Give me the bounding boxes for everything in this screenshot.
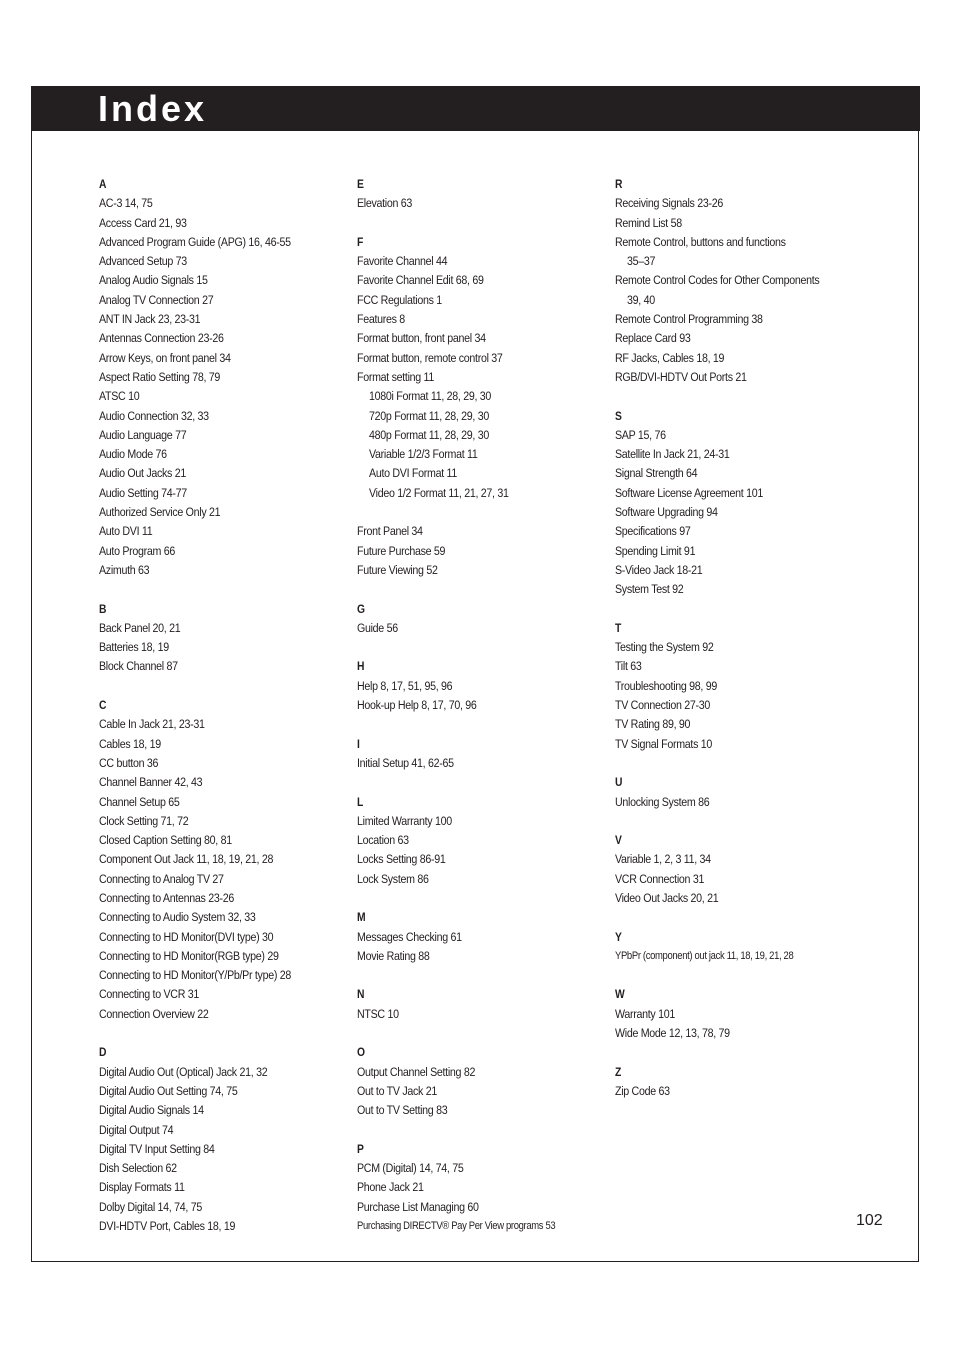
- index-section-r: [615, 175, 830, 387]
- index-entry: Aspect Ratio Setting 78, 79: [99, 369, 221, 384]
- index-entry: Features 8: [357, 312, 405, 327]
- section-letter: L: [357, 794, 364, 809]
- index-section-t: [615, 619, 830, 754]
- index-entry: Auto Program 66: [99, 543, 176, 558]
- index-entry: Favorite Channel Edit 68, 69: [357, 273, 484, 288]
- spacer: [357, 503, 572, 522]
- index-entry: Front Panel 34: [357, 524, 423, 539]
- index-entry: TV Connection 27-30: [615, 698, 710, 713]
- index-entry: Digital Output 74: [99, 1122, 174, 1137]
- index-entry: Closed Caption Setting 80, 81: [99, 833, 232, 848]
- index-entry: Auto DVI 11: [99, 524, 153, 539]
- index-entry: Digital Audio Out (Optical) Jack 21, 32: [99, 1064, 268, 1079]
- index-column-2: [357, 175, 572, 1256]
- index-entry: Out to TV Jack 21: [357, 1083, 437, 1098]
- index-entry: Unlocking System 86: [615, 794, 710, 809]
- index-entry: Digital TV Input Setting 84: [99, 1141, 215, 1156]
- index-section-n: [357, 985, 572, 1024]
- index-entry: Software License Agreement 101: [615, 485, 763, 500]
- index-entry: Connecting to VCR 31: [99, 987, 200, 1002]
- section-letter: M: [357, 910, 366, 925]
- index-entry: Cable In Jack 21, 23-31: [99, 717, 205, 732]
- index-entry: Locks Setting 86-91: [357, 852, 446, 867]
- index-entry: Block Channel 87: [99, 659, 178, 674]
- index-entry: Auto DVI Format 11: [369, 466, 458, 481]
- index-entry: Audio Setting 74-77: [99, 485, 187, 500]
- section-letter: Y: [615, 929, 622, 944]
- section-letter: N: [357, 987, 365, 1002]
- index-entry: Remote Control, buttons and functions: [615, 234, 786, 249]
- index-entry: Connecting to Antennas 23-26: [99, 890, 234, 905]
- index-entry: Access Card 21, 93: [99, 215, 187, 230]
- index-entry: Digital Audio Signals 14: [99, 1103, 204, 1118]
- index-entry: Warranty 101: [615, 1006, 675, 1021]
- index-entry: AC-3 14, 75: [99, 196, 153, 211]
- index-entry: Advanced Program Guide (APG) 16, 46-55: [99, 234, 291, 249]
- index-section-e: [357, 175, 572, 214]
- index-entry: Guide 56: [357, 620, 398, 635]
- index-section-d: [99, 1043, 314, 1236]
- index-entry: Signal Strength 64: [615, 466, 698, 481]
- index-entry: Channel Banner 42, 43: [99, 775, 203, 790]
- index-section-l: [357, 793, 572, 889]
- index-entry: Arrow Keys, on front panel 34: [99, 350, 231, 365]
- index-entry: Analog Audio Signals 15: [99, 273, 208, 288]
- index-entry: Messages Checking 61: [357, 929, 462, 944]
- section-letter: I: [357, 736, 360, 751]
- index-entry: Location 63: [357, 833, 409, 848]
- index-entry: Dolby Digital 14, 74, 75: [99, 1199, 202, 1214]
- section-letter: P: [357, 1141, 364, 1156]
- index-entry: PCM (Digital) 14, 74, 75: [357, 1161, 464, 1176]
- index-section-b: [99, 600, 314, 677]
- section-letter: E: [357, 177, 364, 191]
- section-letter: A: [99, 177, 107, 191]
- index-entry: Receiving Signals 23-26: [615, 196, 723, 211]
- index-entry: RGB/DVI-HDTV Out Ports 21: [615, 369, 747, 384]
- index-entry: Satellite In Jack 21, 24-31: [615, 447, 730, 462]
- index-entry: Limited Warranty 100: [357, 813, 452, 828]
- section-letter: W: [615, 987, 625, 1002]
- index-entry: Audio Mode 76: [99, 447, 167, 462]
- index-entry: Elevation 63: [357, 196, 413, 211]
- index-entry: Troubleshooting 98, 99: [615, 678, 717, 693]
- index-entry: Hook-up Help 8, 17, 70, 96: [357, 698, 477, 713]
- section-letter: F: [357, 234, 364, 249]
- section-letter: T: [615, 620, 622, 635]
- index-column-1: [99, 175, 314, 1256]
- section-letter: O: [357, 1045, 365, 1060]
- index-entry: Antennas Connection 23-26: [99, 331, 224, 346]
- index-entry: Azimuth 63: [99, 562, 150, 577]
- index-section-g: [357, 600, 572, 639]
- index-section-o: [357, 1043, 572, 1120]
- index-entry: Audio Out Jacks 21: [99, 466, 186, 481]
- index-entry: Format button, remote control 37: [357, 350, 503, 365]
- index-entry: Output Channel Setting 82: [357, 1064, 476, 1079]
- index-entry: Specifications 97: [615, 524, 691, 539]
- index-entry: Testing the System 92: [615, 640, 714, 655]
- index-entry: Video Out Jacks 20, 21: [615, 890, 719, 905]
- index-section-i: [357, 735, 572, 774]
- section-letter: G: [357, 601, 365, 616]
- index-entry: Remind List 58: [615, 215, 682, 230]
- section-letter: R: [615, 177, 623, 191]
- index-entry: 35–37: [627, 254, 656, 269]
- index-section-h: [357, 657, 572, 715]
- index-section-u: [615, 773, 830, 812]
- index-section-v: [615, 831, 830, 908]
- index-section-y: [615, 928, 830, 967]
- index-entry: Replace Card 93: [615, 331, 691, 346]
- section-letter: Z: [615, 1064, 622, 1079]
- index-section-f: [357, 233, 572, 580]
- index-entry: Connecting to HD Monitor(DVI type) 30: [99, 929, 274, 944]
- page-number: 102: [856, 1212, 883, 1229]
- index-entry: Movie Rating 88: [357, 948, 430, 963]
- index-entry: Connecting to HD Monitor(Y/Pb/Pr type) 28: [99, 968, 291, 983]
- index-entry: ANT IN Jack 23, 23-31: [99, 312, 201, 327]
- index-entry: Wide Mode 12, 13, 78, 79: [615, 1026, 730, 1041]
- index-entry: Variable 1/2/3 Format 11: [369, 447, 478, 462]
- index-entry: Lock System 86: [357, 871, 429, 886]
- index-entry: Remote Control Programming 38: [615, 312, 763, 327]
- index-entry: CC button 36: [99, 755, 159, 770]
- index-entry: Variable 1, 2, 3 11, 34: [615, 852, 711, 867]
- index-entry: Display Formats 11: [99, 1180, 185, 1195]
- index-entry: Spending Limit 91: [615, 543, 696, 558]
- section-letter: C: [99, 698, 107, 713]
- index-entry: Connecting to Analog TV 27: [99, 871, 224, 886]
- index-entry: ATSC 10: [99, 389, 140, 404]
- index-section-c: [99, 696, 314, 1024]
- index-entry: VCR Connection 31: [615, 871, 705, 886]
- index-entry: Purchase List Managing 60: [357, 1199, 479, 1214]
- index-entry: Format setting 11: [357, 369, 435, 384]
- page-title: Index: [98, 88, 208, 129]
- index-entry: FCC Regulations 1: [357, 292, 442, 307]
- index-entry: Batteries 18, 19: [99, 640, 169, 655]
- index-entry: Phone Jack 21: [357, 1180, 424, 1195]
- index-entry: 1080i Format 11, 28, 29, 30: [369, 389, 492, 404]
- index-section-z: [615, 1063, 830, 1102]
- section-letter: U: [615, 775, 623, 790]
- index-entry: Cables 18, 19: [99, 736, 161, 751]
- index-entry: 480p Format 11, 28, 29, 30: [369, 427, 489, 442]
- index-entry: Favorite Channel 44: [357, 254, 448, 269]
- index-section-a: [99, 175, 314, 580]
- index-entry: DVI-HDTV Port, Cables 18, 19: [99, 1219, 236, 1234]
- index-entry: Help 8, 17, 51, 95, 96: [357, 678, 453, 693]
- index-section-p: [357, 1140, 572, 1236]
- index-entry: Component Out Jack 11, 18, 19, 21, 28: [99, 852, 274, 867]
- index-entry: Future Viewing 52: [357, 562, 438, 577]
- index-entry: TV Rating 89, 90: [615, 717, 691, 732]
- index-entry: Software Upgrading 94: [615, 505, 718, 520]
- index-entry: 720p Format 11, 28, 29, 30: [369, 408, 489, 423]
- index-entry: RF Jacks, Cables 18, 19: [615, 350, 725, 365]
- index-entry: Connecting to Audio System 32, 33: [99, 910, 256, 925]
- index-entry: S-Video Jack 18-21: [615, 562, 703, 577]
- index-entry: Back Panel 20, 21: [99, 620, 181, 635]
- index-entry: Dish Selection 62: [99, 1161, 177, 1176]
- index-entry: Clock Setting 71, 72: [99, 813, 189, 828]
- section-letter: V: [615, 833, 622, 848]
- index-entry: 39, 40: [627, 292, 655, 307]
- index-entry: Audio Language 77: [99, 427, 187, 442]
- index-entry: Zip Code 63: [615, 1083, 670, 1098]
- index-entry: Channel Setup 65: [99, 794, 180, 809]
- index-entry: Authorized Service Only 21: [99, 505, 221, 520]
- index-entry: SAP 15, 76: [615, 427, 666, 442]
- section-letter: H: [357, 659, 365, 674]
- index-entry: Analog TV Connection 27: [99, 292, 214, 307]
- index-entry: Audio Connection 32, 33: [99, 408, 209, 423]
- section-letter: D: [99, 1045, 107, 1060]
- index-entry: Purchasing DIRECTV® Pay Per View programs 53: [357, 1220, 556, 1233]
- index-entry: Video 1/2 Format 11, 21, 27, 31: [369, 485, 509, 500]
- index-entry: Out to TV Setting 83: [357, 1103, 448, 1118]
- index-entry: Future Purchase 59: [357, 543, 446, 558]
- index-entry: Advanced Setup 73: [99, 254, 187, 269]
- index-entry: Connecting to HD Monitor(RGB type) 29: [99, 948, 279, 963]
- index-entry: Initial Setup 41, 62-65: [357, 755, 454, 770]
- index-column-3: [615, 175, 830, 1121]
- index-entry: Format button, front panel 34: [357, 331, 486, 346]
- index-entry: YPbPr (component) out jack 11, 18, 19, 21, 28: [615, 949, 794, 962]
- index-entry: Connection Overview 22: [99, 1006, 209, 1021]
- index-entry: Remote Control Codes for Other Components: [615, 273, 820, 288]
- index-entry: NTSC 10: [357, 1006, 399, 1021]
- index-section-w: [615, 985, 830, 1043]
- index-entry: System Test 92: [615, 582, 684, 597]
- index-entry: Digital Audio Out Setting 74, 75: [99, 1083, 238, 1098]
- section-letter: B: [99, 601, 107, 616]
- index-entry: TV Signal Formats 10: [615, 736, 713, 751]
- index-entry: Tilt 63: [615, 659, 642, 674]
- section-letter: S: [615, 408, 622, 423]
- index-section-m: [357, 908, 572, 966]
- index-section-s: [615, 407, 830, 600]
- title-bar: [31, 86, 920, 131]
